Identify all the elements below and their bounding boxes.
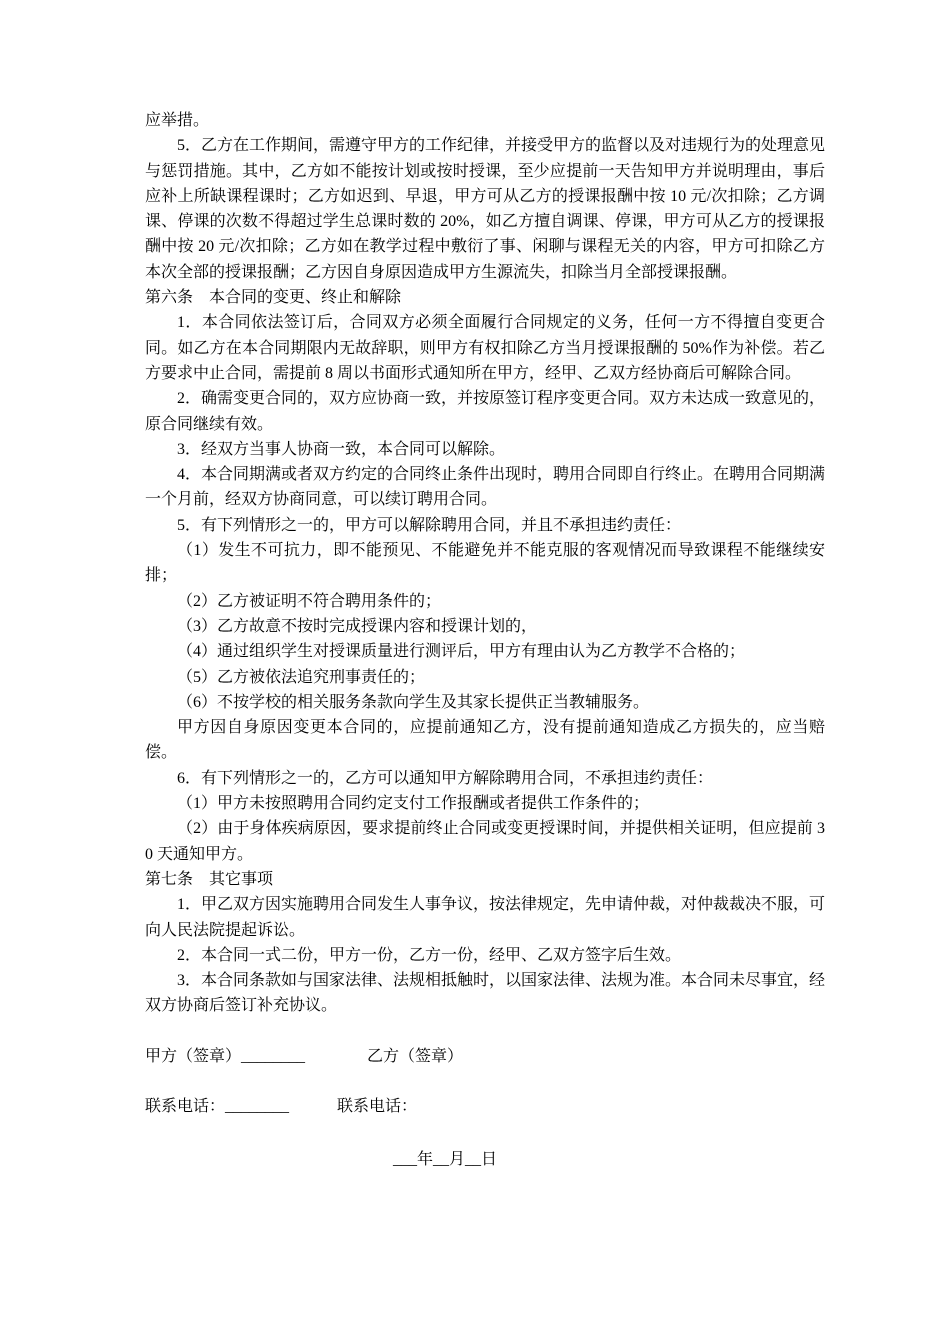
party-b-phone-label: 联系电话：	[337, 1097, 418, 1115]
document-body	[145, 108, 825, 1019]
paragraph: （5）乙方被依法追究刑事责任的；	[177, 668, 426, 686]
paragraph: 2．本合同一式二份，甲方一份，乙方一份，经甲、乙双方签字后生效。	[177, 946, 682, 964]
paragraph: 应举措。	[145, 112, 210, 129]
paragraph: 1．甲乙双方因实施聘用合同发生人事争议，按法律规定，先申请仲裁，对仲裁裁决不服，可向人民法院提起诉讼。	[145, 896, 826, 939]
party-a-signature-label: 甲方（签章）	[145, 1047, 242, 1065]
paragraph: 5．有下列情形之一的，甲方可以解除聘用合同，并且不承担违约责任：	[177, 516, 682, 534]
paragraph: 2．确需变更合同的，双方应协商一致，并按原签订程序变更合同。双方未达成一致意见的，原合同继续有效。	[145, 390, 826, 433]
section-heading: 第七条 其它事项	[145, 870, 274, 888]
paragraph: 4．本合同期满或者双方约定的合同终止条件出现时，聘用合同即自行终止。在聘用合同期满一个月前，经双方协商同意，可以续订聘用合同。	[145, 466, 826, 509]
paragraph: （1）发生不可抗力，即不能预见、不能避免并不能克服的客观情况而导致课程不能继续安排；	[145, 542, 825, 585]
paragraph: （1）甲方未按照聘用合同约定支付工作报酬或者提供工作条件的；	[177, 795, 650, 813]
paragraph: （6）不按学校的相关服务条款向学生及其家长提供正当教辅服务。	[177, 693, 650, 711]
paragraph: （2）由于身体疾病原因，要求提前终止合同或变更授课时间，并提供相关证明，但应提前 30 天通知甲方。	[145, 820, 825, 863]
party-a-signature-blank: ________	[241, 1047, 306, 1065]
paragraph: 5．乙方在工作期间，需遵守甲方的工作纪律，并接受甲方的监督以及对违规行为的处理意见与惩罚措施。其中，乙方如不能按计划或按时授课，至少应提前一天告知甲方并说明理由，事后应补上所缺课程课时；乙方如迟到、早退，甲方可从乙方的授课报酬中按 10 元/次扣除；乙方调课、停课的次数不得超过学生总课时数的 20%，如乙方擅自调课、停课，甲方可从乙方的授课报酬中按 20 元/次扣除；乙方如在教学过程中敷衍了事、闲聊与课程无关的内容，甲方可扣除乙方本次全部的授课报酬；乙方因自身原因造成甲方生源流失，扣除当月全部授课报酬。	[145, 137, 826, 281]
party-a-phone-blank: ________	[225, 1097, 290, 1115]
date-blank-line: ___年__月__日	[392, 1151, 497, 1169]
paragraph: （4）通过组织学生对授课质量进行测评后，甲方有理由认为乙方教学不合格的；	[177, 643, 746, 661]
paragraph: 1．本合同依法签订后，合同双方必须全面履行合同规定的义务，任何一方不得擅自变更合同。如乙方在本合同期限内无故辞职，则甲方有权扣除乙方当月授课报酬的 50%作为补偿。若乙方要求中止合同，需提前 8 周以书面形式通知所在甲方，经甲、乙双方经协商后可解除合同。	[145, 314, 825, 382]
signature-row	[145, 1044, 825, 1069]
paragraph: （2）乙方被证明不符合聘用条件的；	[177, 592, 442, 610]
phone-row	[145, 1094, 825, 1119]
section-heading: 第六条 本合同的变更、终止和解除	[145, 289, 402, 307]
paragraph: 3．本合同条款如与国家法律、法规相抵触时，以国家法律、法规为准。本合同未尽事宜，经双方协商后签订补充协议。	[145, 972, 826, 1015]
date-row	[145, 1147, 825, 1172]
party-b-signature-label: 乙方（签章）	[367, 1047, 464, 1065]
paragraph: 甲方因自身原因变更本合同的，应提前通知乙方，没有提前通知造成乙方损失的，应当赔偿。	[145, 719, 825, 762]
paragraph: （3）乙方故意不按时完成授课内容和授课计划的，	[177, 617, 538, 635]
paragraph: 6．有下列情形之一的，乙方可以通知甲方解除聘用合同，不承担违约责任：	[177, 769, 714, 787]
party-a-phone-label: 联系电话：	[145, 1097, 226, 1115]
paragraph: 3．经双方当事人协商一致，本合同可以解除。	[177, 440, 506, 458]
